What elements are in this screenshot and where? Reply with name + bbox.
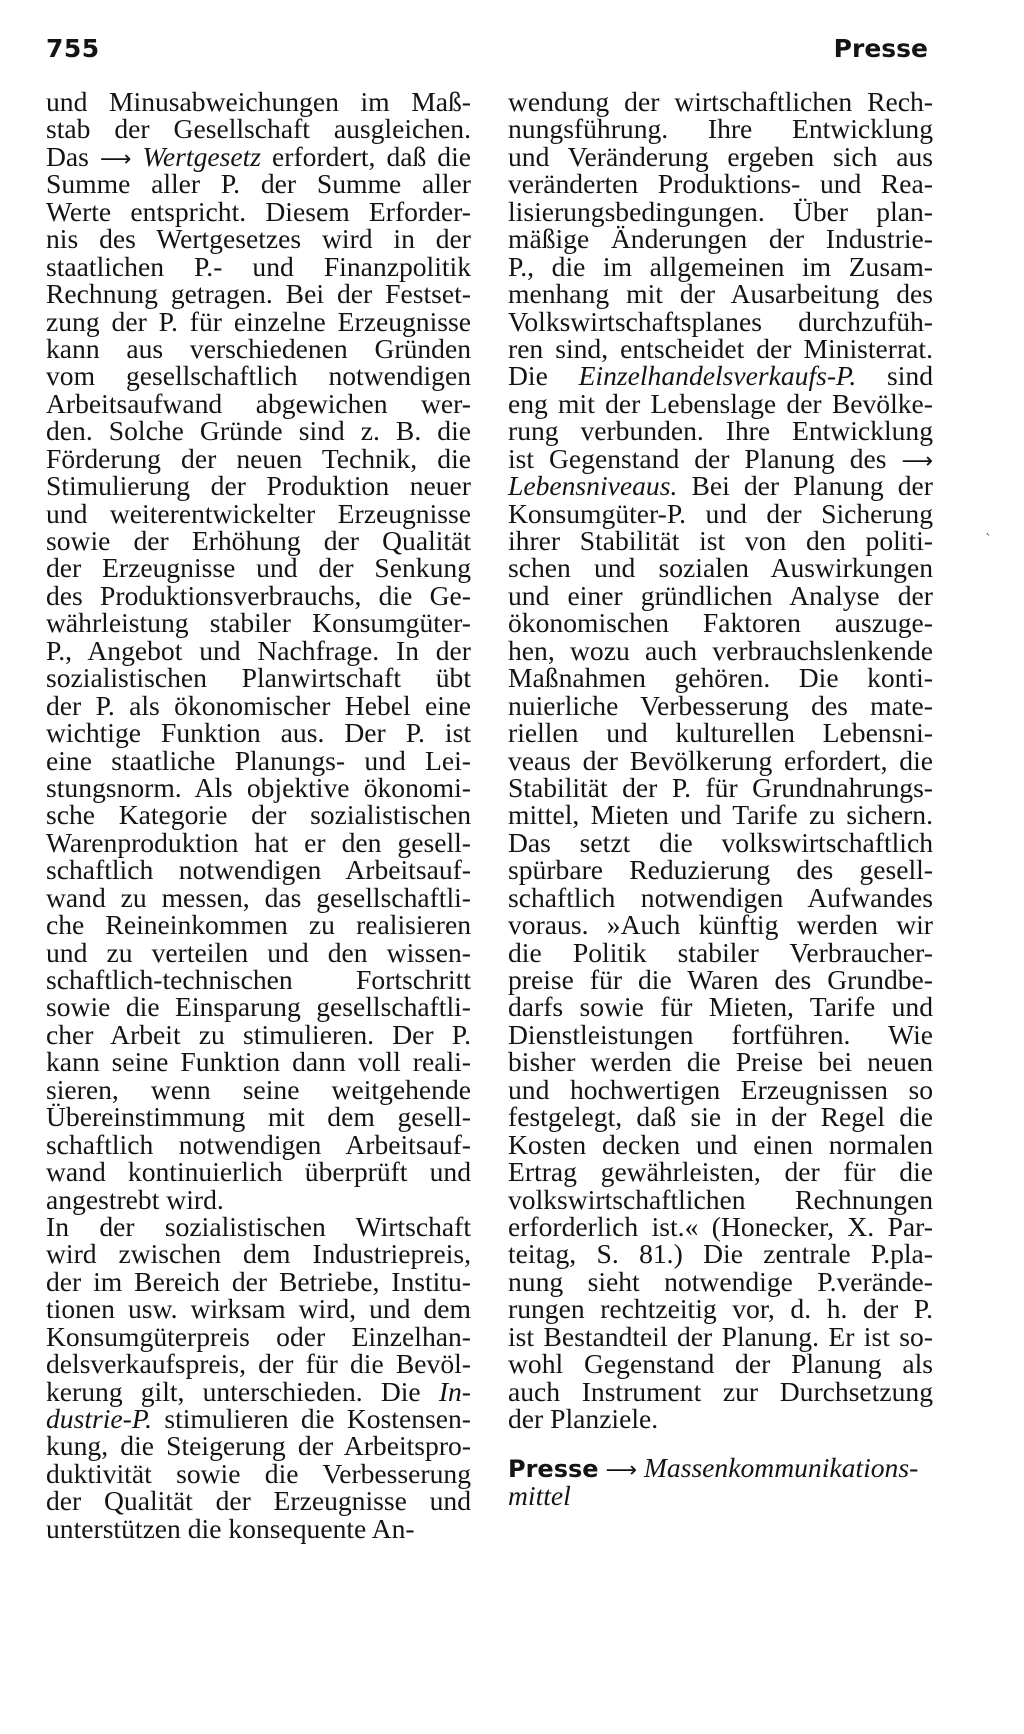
text-run: unterstützen die konsequente An- [46, 1512, 415, 1544]
text-run: preise für die Waren des Grundbe- [508, 964, 933, 995]
text-run: duktivität sowie die Verbesserung [46, 1457, 471, 1489]
text-line [46, 497, 471, 529]
text-run: ist Gegenstand der Planung des [508, 442, 902, 474]
text-run: P., Angebot und Nachfrage. In der [46, 634, 471, 666]
text-run: erforderlich ist.« (Honecker, X. Par- [508, 1210, 933, 1242]
text-line [508, 771, 933, 803]
text-run: hen, wozu auch verbrauchslenkende [508, 634, 933, 666]
text-line [508, 470, 933, 502]
text-run: Arbeitsaufwand abgewichen wer- [46, 387, 471, 419]
text-line [46, 1430, 471, 1462]
text-line [46, 1485, 471, 1517]
text-line [508, 607, 933, 639]
text-line [508, 881, 933, 913]
text-run: der im Bereich der Betriebe, Institu- [46, 1265, 471, 1297]
text-line [508, 332, 933, 364]
reference-arrow-icon: ⟶ [901, 448, 933, 474]
text-run: Summe aller P. der Summe aller [46, 168, 471, 200]
text-run: Das setzt die volkswirtschaftlich [508, 826, 933, 858]
text-run: teitag, S. 81.) Die zentrale P.pla- [508, 1238, 933, 1270]
text-line [46, 744, 471, 776]
text-run: den. Solche Gründe sind z. B. die [46, 415, 471, 447]
text-run: staatlichen P.- und Finanzpolitik [46, 250, 471, 282]
page-number: 755 [46, 34, 100, 63]
text-run: ihrer Stabilität ist von den politi- [508, 525, 933, 556]
text-run: Bei der Planung der [677, 470, 933, 502]
text-line [46, 387, 471, 419]
text-line [508, 1238, 933, 1270]
text-line [46, 607, 471, 639]
text-line [508, 552, 933, 584]
text-line [46, 689, 471, 721]
text-run: festgelegt, daß sie in der Regel die [508, 1101, 933, 1133]
text-line [46, 278, 471, 310]
text-line [508, 1375, 933, 1407]
text-line [508, 1156, 933, 1188]
text-run: schen und sozialen Auswirkungen [508, 552, 933, 584]
text-run: darfs sowie für Mieten, Tarife und [508, 991, 933, 1023]
text-line [46, 552, 471, 584]
text-run: nis des Wertgesetzes wird in der [46, 223, 471, 255]
text-line [508, 88, 933, 115]
text-line [46, 168, 471, 200]
running-head: Presse [833, 34, 928, 63]
text-run: Konsumgüterpreis oder Einzelhan- [46, 1320, 471, 1352]
text-run: und weiterentwickelter Erzeugnisse [46, 497, 471, 529]
text-line [46, 1183, 471, 1215]
text-run: nung sieht notwendige P.verände- [508, 1265, 933, 1297]
reference-arrow-icon: ⟶ [605, 1458, 638, 1484]
text-line [508, 360, 933, 392]
left-column [46, 88, 471, 1542]
text-run: riellen und kulturellen Lebensni- [508, 717, 933, 749]
text-run: veaus der Bevölkerung erfordert, die [508, 744, 933, 776]
text-run: wird zwischen dem Industriepreis, [46, 1238, 471, 1270]
text-run: kung, die Steigerung der Arbeitspro- [46, 1430, 471, 1462]
text-line [508, 387, 933, 419]
text-run: erfordert, daß die [261, 140, 471, 172]
text-run: sieren, wenn seine weitgehende [46, 1073, 471, 1105]
text-run: nuierliche Verbesserung des mate- [508, 689, 933, 721]
text-line [46, 936, 471, 968]
text-run: volkswirtschaftlichen Rechnungen [508, 1183, 933, 1215]
text-run: stungsnorm. Als objektive ökonomi- [46, 771, 471, 803]
text-run: und Minusabweichungen im Maß- [46, 86, 471, 117]
text-line [508, 799, 933, 831]
text-line [46, 1265, 471, 1297]
text-line [46, 415, 471, 447]
text-line [508, 113, 933, 145]
text-run: In der sozialistischen Wirtschaft [46, 1210, 471, 1242]
text-line [508, 689, 933, 721]
reference-arrow-icon: ⟶ [99, 146, 132, 172]
text-line [46, 991, 471, 1023]
text-line [508, 1128, 933, 1160]
text-line [46, 1293, 471, 1325]
text-line [508, 744, 933, 776]
text-line [46, 305, 471, 337]
text-run: kann seine Funktion dann voll reali- [46, 1046, 471, 1078]
text-run: auch Instrument zur Durchsetzung [508, 1375, 933, 1407]
text-run: wohl Gegenstand der Planung als [508, 1348, 933, 1380]
text-line [508, 579, 933, 611]
text-run: und hochwertigen Erzeugnissen so [508, 1073, 933, 1105]
text-run: Warenproduktion hat er den gesell- [46, 826, 471, 858]
text-run: nungsführung. Ihre Entwicklung [508, 113, 933, 145]
text-line [46, 88, 471, 115]
text-line [46, 579, 471, 611]
text-line [508, 195, 933, 227]
text-run: schaftlich notwendigen Arbeitsauf- [46, 1128, 471, 1160]
text-line [46, 140, 471, 172]
text-run: veränderten Produktions- und Rea- [508, 168, 933, 200]
text-line [46, 527, 471, 554]
text-run: Dienstleistungen fortführen. Wie [508, 1018, 933, 1050]
cross-reference[interactable]: Einzelhandelsverkaufs-P. [578, 360, 857, 392]
text-line [46, 1073, 471, 1105]
text-run: sind [856, 360, 933, 392]
text-line [508, 966, 933, 993]
text-line [508, 223, 933, 255]
text-line [508, 1073, 933, 1105]
text-line [46, 1457, 471, 1489]
text-line [508, 634, 933, 666]
text-run: sozialistischen Planwirtschaft übt [46, 662, 471, 694]
text-line [508, 442, 933, 474]
text-line [46, 1348, 471, 1380]
text-line [46, 1238, 471, 1270]
text-line [46, 1018, 471, 1050]
text-run: der Erzeugnisse und der Senkung [46, 552, 471, 584]
text-run: währleistung stabiler Konsumgüter- [46, 607, 471, 639]
text-line [46, 250, 471, 282]
text-line [46, 470, 471, 502]
text-run: der Qualität der Erzeugnisse und [46, 1485, 471, 1517]
text-run: Stimulierung der Produktion neuer [46, 470, 471, 502]
text-run: delsverkaufspreis, der für die Bevöl- [46, 1348, 471, 1380]
text-run [131, 141, 142, 172]
text-run: des Produktionsverbrauchs, die Ge- [46, 579, 471, 611]
text-run: Werte entspricht. Diesem Erforder- [46, 195, 471, 227]
text-line [46, 1046, 471, 1078]
text-run: sowie die Einsparung gesellschaftli- [46, 991, 471, 1023]
text-run: mäßige Änderungen der Industrie- [508, 223, 933, 255]
text-line [508, 140, 933, 172]
text-line [508, 1101, 933, 1133]
text-run: wendung der wirtschaftlichen Rech- [508, 86, 933, 117]
text-line [46, 223, 471, 255]
entry-line-1 [508, 1452, 933, 1484]
text-run: eine staatliche Planungs- und Lei- [46, 744, 471, 776]
text-run: mittel, Mieten und Tarife zu sichern. [508, 799, 933, 831]
text-run: wichtige Funktion aus. Der P. ist [46, 717, 471, 749]
text-line [46, 717, 471, 749]
text-run: zung der P. für einzelne Erzeugnisse [46, 305, 471, 337]
text-line [46, 442, 471, 474]
text-run: Maßnahmen gehören. Die konti- [508, 662, 933, 694]
text-run: Das [46, 140, 100, 172]
text-line [46, 1405, 471, 1432]
text-run: tionen usw. wirksam wird, und dem [46, 1293, 471, 1325]
text-line [508, 1320, 933, 1352]
text-line [46, 1210, 471, 1242]
text-run: ren sind, entscheidet der Ministerrat. [508, 332, 933, 364]
text-line [46, 360, 471, 392]
text-line [46, 881, 471, 913]
text-line [46, 1375, 471, 1407]
text-run: P., die im allgemeinen im Zusam- [508, 250, 933, 282]
text-line [46, 332, 471, 364]
entry-line-2 [508, 1479, 933, 1511]
text-run: und einer gründlichen Analyse der [508, 579, 933, 611]
text-run: vom gesellschaftlich notwendigen [46, 360, 471, 392]
text-run: Stabilität der P. für Grundnahrungs- [508, 771, 933, 803]
text-run: Ertrag gewährleisten, der für die [508, 1156, 933, 1188]
text-line [508, 168, 933, 200]
text-line [508, 1183, 933, 1215]
text-line [508, 854, 933, 886]
text-run: und Veränderung ergeben sich aus [508, 140, 933, 172]
text-run: sche Kategorie der sozialistischen [46, 799, 471, 831]
text-line [508, 936, 933, 968]
text-line [46, 1512, 471, 1544]
text-run: ökonomischen Faktoren auszuge- [508, 607, 933, 639]
text-line [46, 1320, 471, 1352]
cross-reference[interactable]: dustrie-P. [46, 1403, 153, 1434]
entry-spacer [508, 1432, 933, 1454]
text-line [46, 854, 471, 886]
entry-reference[interactable]: Massenkommunikations- [643, 1452, 919, 1484]
entry-lemma: Presse [508, 1455, 599, 1484]
text-run: voraus. »Auch künftig werden wir [508, 909, 933, 941]
text-run: und zu verteilen und den wissen- [46, 936, 471, 968]
text-line [46, 634, 471, 666]
text-run: eng mit der Lebenslage der Bevölke- [508, 387, 933, 419]
text-line [508, 1348, 933, 1380]
text-run: der P. als ökonomischer Hebel eine [46, 689, 471, 721]
text-run: Kosten decken und einen normalen [508, 1128, 933, 1160]
text-run: Konsumgüter-P. und der Sicherung [508, 497, 933, 529]
text-run: rung verbunden. Ihre Entwicklung [508, 415, 933, 447]
text-run: kann aus verschiedenen Gründen [46, 332, 471, 364]
text-line [46, 909, 471, 941]
text-line [46, 662, 471, 694]
cross-reference[interactable]: In- [438, 1375, 471, 1407]
right-column [508, 88, 933, 1509]
text-line [508, 826, 933, 858]
entry-reference-continued[interactable]: mittel [508, 1479, 571, 1511]
text-run: Übereinstimmung mit dem gesell- [46, 1101, 471, 1133]
text-run: rungen rechtzeitig vor, d. h. der P. [508, 1293, 933, 1325]
text-run: stab der Gesellschaft ausgleichen. [46, 113, 471, 145]
text-run: Die [508, 360, 579, 392]
cross-reference[interactable]: Wertgesetz [142, 140, 262, 172]
text-line [508, 1046, 933, 1078]
text-line [508, 1405, 933, 1432]
text-run: sowie der Erhöhung der Qualität [46, 525, 471, 556]
text-run: stimulieren die Kostensen- [152, 1403, 471, 1434]
text-line [508, 415, 933, 447]
text-line [508, 662, 933, 694]
text-run: Rechnung getragen. Bei der Festset- [46, 278, 471, 310]
text-line [508, 909, 933, 941]
cross-reference[interactable]: Lebensniveaus. [508, 470, 678, 502]
text-line [508, 717, 933, 749]
text-run: wand kontinuierlich überprüft und [46, 1156, 471, 1188]
text-line [46, 826, 471, 858]
text-line [508, 250, 933, 282]
text-line [46, 1128, 471, 1160]
text-line [508, 1265, 933, 1297]
text-line [508, 278, 933, 310]
text-run: schaftlich notwendigen Arbeitsauf- [46, 854, 471, 886]
text-line [508, 1210, 933, 1242]
text-run: schaftlich-technischen Fortschritt [46, 964, 471, 995]
cross-reference-entry [508, 1454, 933, 1509]
text-run: cher Arbeit zu stimulieren. Der P. [46, 1018, 471, 1050]
text-line [508, 1293, 933, 1325]
text-run: schaftlich notwendigen Aufwandes [508, 881, 933, 913]
text-line [508, 305, 933, 337]
text-run: spürbare Reduzierung des gesell- [508, 854, 933, 886]
text-line [46, 113, 471, 145]
text-line [508, 1018, 933, 1050]
text-run: die Politik stabiler Verbraucher- [508, 936, 933, 968]
text-run: der Planziele. [508, 1403, 659, 1434]
text-run: menhang mit der Ausarbeitung des [508, 278, 933, 310]
text-line [46, 799, 471, 831]
text-line [46, 771, 471, 803]
text-line [508, 991, 933, 1023]
right-column-text [508, 88, 933, 1432]
text-line [508, 527, 933, 554]
text-run: ist Bestandteil der Planung. Er ist so- [508, 1320, 933, 1352]
scan-mark: ˎ [985, 520, 992, 536]
text-line [46, 966, 471, 993]
text-run: kerung gilt, unterschieden. Die [46, 1375, 439, 1407]
text-line [46, 1101, 471, 1133]
text-run: che Reineinkommen zu realisieren [46, 909, 471, 941]
text-run: angestrebt wird. [46, 1183, 224, 1215]
text-run: lisierungsbedingungen. Über plan- [508, 195, 933, 227]
text-run: Volkswirtschaftsplanes durchzufüh- [508, 305, 933, 337]
text-line [46, 195, 471, 227]
text-run: wand zu messen, das gesellschaftli- [46, 881, 471, 913]
text-run: bisher werden die Preise bei neuen [508, 1046, 933, 1078]
text-run: Förderung der neuen Technik, die [46, 442, 471, 474]
text-line [508, 497, 933, 529]
text-line [46, 1156, 471, 1188]
